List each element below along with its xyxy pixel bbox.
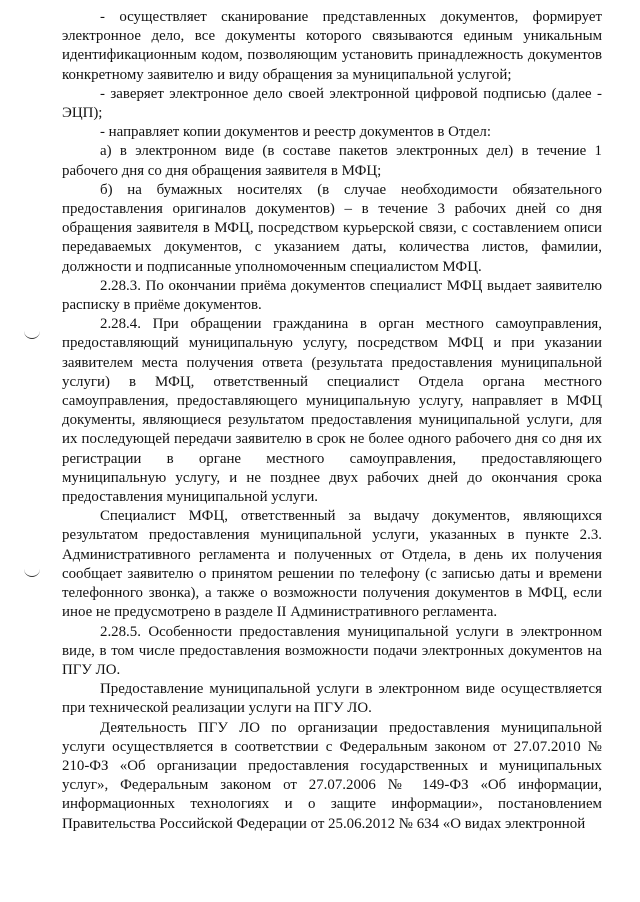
paragraph: - заверяет электронное дело своей электронной цифровой подписью (далее - ЭЦП);: [62, 85, 602, 122]
paragraph: 2.28.4. При обращении гражданина в орган местного самоуправления, предоставляющий муниципальную услугу, посредством МФЦ и при указании заявителем места получения ответа (результата предоставления муниципальной услуги) в МФЦ, ответственный специалист Отдела органа местного самоуправления, предоставляющего муниципальную услугу, направляет в МФЦ документы, являющиеся результатом предоставления муниципальной услуги, для их последующей передачи заявителю в срок не более одного рабочего дня со дня их регистрации в органе местного самоуправления, предоставляющего муниципальную услугу, и не позднее двух рабочих дней до окончания срока предоставления муниципальной услуги.: [62, 316, 602, 506]
binding-hole-mark: [24, 568, 40, 577]
paragraph: Предоставление муниципальной услуги в электронном виде осуществляется при технической реализации услуги на ПГУ ЛО.: [62, 681, 602, 717]
paragraph: 2.28.5. Особенности предоставления муниципальной услуги в электронном виде, в том числе предоставления возможности подачи электронных документов на ПГУ ЛО.: [62, 623, 602, 678]
paragraph: б) на бумажных носителях (в случае необходимости обязательного предоставления оригиналов документов) – в течение 3 рабочих дней со дня обращения заявителя в МФЦ, посредством курьерской связи, с составлением описи передаваемых документов, с указанием даты, количества листов, фамилии, должности и подписанные уполномоченным специалистом МФЦ.: [62, 181, 602, 275]
paragraph: а) в электронном виде (в составе пакетов электронных дел) в течение 1 рабочего дня со дня обращения заявителя в МФЦ;: [62, 143, 602, 179]
paragraph: - направляет копии документов и реестр документов в Отдел:: [100, 124, 491, 141]
document-body: [62, 8, 602, 834]
paragraph: - осуществляет сканирование представленных документов, формирует электронное дело, все документы которого связываются единым уникальным идентификационным кодом, позволяющим установить принадлежность документов конкретному заявителю и виду обращения за муниципальной услугой;: [62, 9, 602, 83]
binding-hole-mark: [24, 330, 40, 339]
paragraph: Деятельность ПГУ ЛО по организации предоставления муниципальной услуги осуществляется в соответствии с Федеральным законом от 27.07.2010 № 210-ФЗ «Об организации предоставления государственных и муниципальных услуг», Федеральным законом от 27.07.2006 № 149-ФЗ «Об информации, информационных технологиях и о защите информации», постановлением Правительства Российской Федерации от 25.06.2012 № 634 «О видах электронной: [62, 719, 602, 832]
paragraph: 2.28.3. По окончании приёма документов специалист МФЦ выдает заявителю расписку в приёме документов.: [62, 277, 602, 314]
paragraph: Специалист МФЦ, ответственный за выдачу документов, являющихся результатом предоставления муниципальной услуги, указанных в пункте 2.3. Административного регламента и полученных от Отдела, в день их получения сообщает заявителю о принятом решении по телефону (с записью даты и времени телефонного звонка), а также о возможности получения документов в МФЦ, если иное не предусмотрено в разделе II Административного регламента.: [62, 508, 602, 621]
